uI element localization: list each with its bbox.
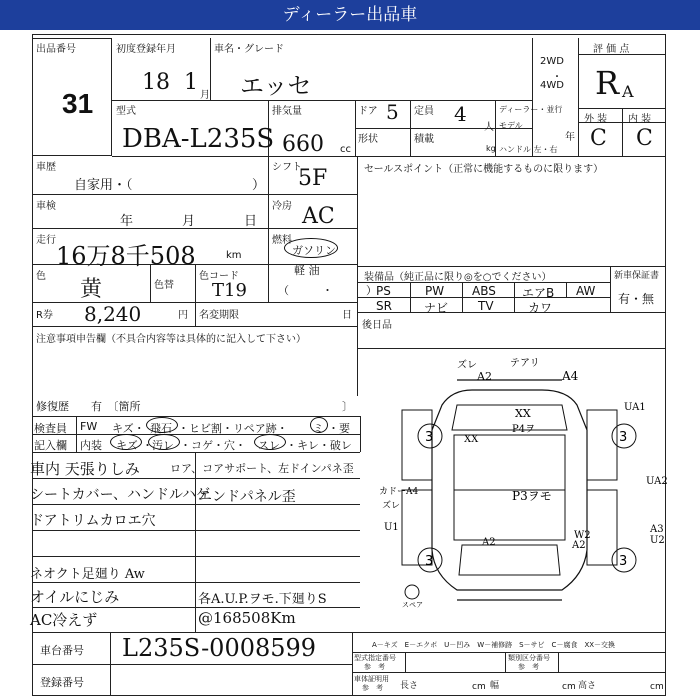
- person-unit: 人: [484, 122, 494, 133]
- mark-p3: P3ヲモ: [512, 489, 552, 503]
- mark-a4-top: A4: [562, 369, 579, 383]
- doors-label: ドア: [358, 106, 378, 117]
- mark-teari: テアリ: [510, 358, 540, 369]
- mileage-label: 走行: [36, 235, 56, 246]
- chassis-no-label: 車台番号: [40, 644, 84, 657]
- aircon: AC: [302, 204, 335, 229]
- row2-dot: ・: [142, 439, 153, 452]
- mark-ua1: UA1: [624, 402, 646, 413]
- exterior-grade: C: [590, 126, 607, 151]
- reg-month-unit: 月: [200, 90, 210, 101]
- mark-xx-front: XX: [515, 407, 531, 420]
- reg-year: 18: [142, 70, 170, 95]
- shift-label: シフト: [272, 162, 302, 173]
- wd-dot: ・: [552, 72, 562, 83]
- mark-p4: P4ヲ: [512, 424, 536, 435]
- equip-abs: ABS: [472, 284, 496, 298]
- row1-kizu: キズ・: [112, 422, 145, 435]
- mileage: 16万8千508: [56, 242, 196, 270]
- row1-mi: ミ: [313, 422, 324, 435]
- handle-label: ハンドル 左・右: [499, 145, 558, 154]
- equip-ps: PS: [376, 284, 391, 298]
- equip-navi: ナビ: [424, 301, 449, 315]
- mark-a2-rear: A2: [482, 537, 496, 548]
- inspection-year: 年: [120, 214, 134, 229]
- interior-grade: C: [636, 126, 653, 151]
- class-cert-label: 類別区分番号: [508, 654, 550, 662]
- mark-xx-left: XX: [464, 434, 479, 445]
- inspection-day: 日: [244, 214, 258, 229]
- interior-label: 内 装: [628, 114, 652, 125]
- svg-text:3: 3: [619, 430, 628, 445]
- row1-fw: FW: [80, 420, 98, 433]
- kg-unit: kg: [486, 144, 496, 153]
- color-change-label: 色替: [154, 280, 174, 291]
- model-type-label: 型式: [116, 106, 136, 117]
- capacity-label: 定員: [414, 106, 434, 117]
- mark-zure-side: ズレ: [382, 501, 401, 511]
- svg-text:3: 3: [425, 554, 434, 569]
- cert-no-ref: 参 考: [362, 684, 383, 692]
- eval-score: R: [595, 64, 620, 102]
- 2wd-label: 2WD: [540, 56, 564, 67]
- model-year-label: モデル: [499, 121, 523, 130]
- change-date-label: 名変期限: [199, 310, 239, 321]
- new-cert-yesno: 有・無: [618, 292, 655, 306]
- note-right-2: エンドパネル歪: [198, 489, 296, 505]
- reg-month: 1: [184, 70, 198, 95]
- recycle-label: R券: [36, 310, 53, 321]
- entry-label: 記入欄: [34, 439, 67, 452]
- note-right-4: @168508Km: [198, 609, 296, 627]
- class-cert-ref: 参 考: [518, 663, 539, 671]
- color-label: 色: [36, 271, 46, 282]
- dealer-label: ディーラー・並行: [499, 105, 563, 114]
- note-line-5: オイルにじみ: [30, 588, 120, 606]
- history-private: 自家用・（: [74, 178, 133, 193]
- car-name: エッセ: [240, 72, 312, 100]
- svg-text:3: 3: [425, 430, 434, 445]
- width-unit: cm: [562, 682, 576, 692]
- length-unit: cm: [472, 682, 486, 692]
- yen-unit: 円: [178, 310, 188, 321]
- svg-text:3: 3: [619, 554, 628, 569]
- new-cert-label: 新車保証書: [614, 271, 660, 281]
- model-cert-ref: 参 考: [364, 663, 385, 671]
- cert-no-label: 車体証明用: [354, 675, 389, 683]
- row2-koge: ・コゲ・穴・: [180, 439, 246, 452]
- note-line-4: ネオクト足廻り Aw: [30, 567, 145, 582]
- equip-sr: SR: [376, 299, 392, 313]
- mark-kado-a4: カドーA4: [379, 487, 419, 497]
- shift: 5F: [298, 166, 328, 191]
- shape-label: 形状: [358, 134, 378, 145]
- row1-hibi: ・ヒビ割・リペア跡・: [178, 422, 288, 435]
- 4wd-label: 4WD: [540, 80, 564, 91]
- displacement-label: 排気量: [272, 106, 302, 117]
- height-label: 高さ: [578, 681, 597, 691]
- equip-tv: TV: [478, 299, 494, 313]
- row1-tobiishi: 飛石: [150, 422, 172, 435]
- row2-sure: スレ: [258, 439, 280, 452]
- row2-naisou: 内装: [80, 439, 102, 452]
- mark-u2: U2: [650, 535, 665, 546]
- note-line-2: シートカバー、ハンドルハゲ: [30, 487, 211, 503]
- legend: A－キズ E－エクボ U－凹み W－補修跡 S－サビ C－腐食 XX－交換: [372, 641, 616, 649]
- mark-ua2: UA2: [646, 476, 668, 487]
- repair-close: 〕: [342, 400, 353, 413]
- equip-leather: カワ: [528, 301, 553, 315]
- history-label: 車歴: [36, 162, 56, 173]
- eval-score-sub: A: [622, 82, 634, 101]
- fuel-diesel: 軽 油: [294, 264, 320, 277]
- change-date-day: 日: [342, 310, 352, 321]
- load-label: 積載: [414, 134, 434, 145]
- cc-unit: cc: [340, 144, 351, 155]
- mark-a3: A3: [650, 524, 664, 535]
- equip-airbag: エアB: [522, 286, 555, 300]
- fuel-gas: ガソリン: [292, 244, 336, 257]
- car-name-label: 車名・グレード: [214, 44, 284, 55]
- note-line-6: AC冷えず: [30, 611, 98, 629]
- km-unit: km: [226, 250, 242, 261]
- doors: 5: [386, 100, 399, 124]
- model-code: DBA-L235S: [122, 124, 275, 154]
- lot-number: 31: [62, 88, 94, 119]
- notes-label: 注意事項申告欄（不具合内容等は具体的に記入して下さい）: [36, 334, 306, 345]
- first-reg-label: 初度登録年月: [116, 44, 176, 55]
- note-right-1: ロア、コアサポート、左ドインパネ歪: [170, 462, 354, 475]
- height-unit: cm: [650, 682, 664, 692]
- model-cert-label: 型式指定番号: [354, 654, 396, 662]
- row2-kizu: キズ: [116, 439, 138, 452]
- history-close: ）: [252, 178, 266, 193]
- row1-you: ・要: [328, 422, 350, 435]
- lot-number-label: 出品番号: [36, 44, 76, 55]
- rear-seat-label: 後日品: [362, 320, 392, 331]
- equip-pw: PW: [425, 284, 445, 298]
- equip-aw: AW: [576, 284, 596, 298]
- note-line-3: ドアトリムカロエ穴: [30, 513, 156, 529]
- mark-zure: ズレ: [457, 360, 477, 371]
- page-header: ディーラー出品車: [0, 0, 700, 30]
- fuel-label: 燃料: [272, 235, 292, 246]
- inspection-month: 月: [182, 214, 196, 229]
- equip-label: 装備品（純正品に限り◎を○でください）: [364, 272, 552, 283]
- chassis-number: L235S-0008599: [122, 634, 317, 662]
- aircon-label: 冷房: [272, 201, 292, 212]
- row2-yogore: 汚レ: [152, 439, 174, 452]
- color-code: T19: [212, 280, 247, 301]
- eval-label: 評 価 点: [593, 44, 630, 55]
- mark-a2-right: A2: [572, 540, 586, 551]
- displacement: 660: [282, 132, 324, 157]
- recycle-fee: 8,240: [84, 302, 142, 326]
- year-suffix: 年: [565, 132, 575, 143]
- inspection-label: 車検: [36, 201, 56, 212]
- color-code-label: 色コード: [199, 271, 239, 282]
- capacity: 4: [454, 102, 467, 126]
- color: 黄: [80, 277, 103, 302]
- note-right-3: 各A.U.P.ヲモ.下廻りS: [198, 592, 327, 607]
- reg-no-label: 登録番号: [40, 676, 84, 689]
- mark-u1: U1: [384, 522, 399, 533]
- sales-point-label: セールスポイント（正常に機能するものに限ります）: [364, 164, 604, 175]
- note-line-1: 車内 天張りしみ: [30, 460, 140, 478]
- mark-w2: W2: [574, 530, 591, 541]
- row2-kire: ・キレ・破レ: [286, 439, 352, 452]
- inspector-label: 検査員: [34, 422, 67, 435]
- fuel-other: （ ・ ）: [278, 284, 377, 297]
- repair-label: 修復歴 有 〔箇所: [36, 400, 141, 413]
- exterior-label: 外 装: [584, 114, 608, 125]
- mark-a2-top: A2: [477, 370, 492, 383]
- spare-label: スペア: [402, 601, 423, 609]
- length-label: 長さ: [400, 681, 419, 691]
- width-label: 幅: [490, 681, 500, 691]
- car-damage-diagram: [362, 350, 668, 610]
